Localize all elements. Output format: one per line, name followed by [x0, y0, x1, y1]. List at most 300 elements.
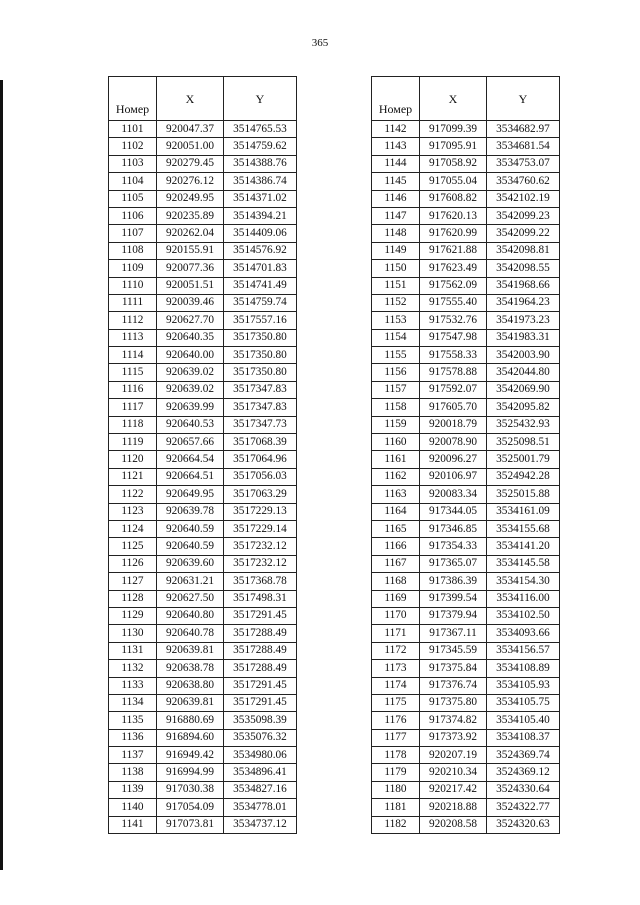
cell-number: 1169 [372, 590, 420, 607]
table-row [372, 607, 560, 624]
cell-number: 1140 [109, 799, 157, 816]
table-row [372, 434, 560, 451]
cell-x: 920106.97 [420, 468, 487, 485]
cell-x: 916994.99 [157, 764, 224, 781]
table-row [372, 642, 560, 659]
cell-number: 1134 [109, 694, 157, 711]
cell-y: 3534760.62 [487, 173, 560, 190]
cell-x: 917030.38 [157, 781, 224, 798]
cell-x: 920279.45 [157, 155, 224, 172]
cell-number: 1150 [372, 260, 420, 277]
cell-x: 920640.59 [157, 520, 224, 537]
cell-y: 3517347.83 [224, 381, 297, 398]
cell-y: 3514386.74 [224, 173, 297, 190]
cell-number: 1163 [372, 486, 420, 503]
cell-x: 920235.89 [157, 207, 224, 224]
cell-number: 1153 [372, 312, 420, 329]
cell-y: 3525001.79 [487, 451, 560, 468]
coordinates-table-left [108, 76, 297, 834]
cell-number: 1117 [109, 399, 157, 416]
cell-number: 1133 [109, 677, 157, 694]
cell-x: 917592.07 [420, 381, 487, 398]
cell-x: 917058.92 [420, 155, 487, 172]
cell-x: 917344.05 [420, 503, 487, 520]
table-row [109, 155, 297, 172]
cell-x: 920640.78 [157, 625, 224, 642]
cell-x: 920639.81 [157, 642, 224, 659]
table-row [109, 816, 297, 833]
table-row [109, 294, 297, 311]
cell-y: 3535098.39 [224, 712, 297, 729]
table-row [372, 816, 560, 833]
cell-x: 920083.34 [420, 486, 487, 503]
cell-number: 1119 [109, 434, 157, 451]
cell-y: 3517347.83 [224, 399, 297, 416]
cell-x: 917375.80 [420, 694, 487, 711]
page-number: 365 [311, 37, 329, 49]
cell-number: 1106 [109, 207, 157, 224]
cell-y: 3534778.01 [224, 799, 297, 816]
cell-y: 3517350.80 [224, 364, 297, 381]
cell-x: 917547.98 [420, 329, 487, 346]
table-row [372, 364, 560, 381]
table-row [109, 642, 297, 659]
cell-number: 1104 [109, 173, 157, 190]
table-row [109, 207, 297, 224]
cell-y: 3534108.37 [487, 729, 560, 746]
table-row [372, 190, 560, 207]
cell-y: 3525015.88 [487, 486, 560, 503]
cell-y: 3514576.92 [224, 242, 297, 259]
cell-number: 1109 [109, 260, 157, 277]
cell-x: 917532.76 [420, 312, 487, 329]
cell-y: 3541968.66 [487, 277, 560, 294]
cell-y: 3524322.77 [487, 799, 560, 816]
cell-x: 920639.60 [157, 555, 224, 572]
cell-x: 917099.39 [420, 121, 487, 138]
cell-y: 3525098.51 [487, 434, 560, 451]
table-row [109, 277, 297, 294]
cell-x: 916949.42 [157, 747, 224, 764]
cell-y: 3517229.14 [224, 520, 297, 537]
cell-y: 3517288.49 [224, 642, 297, 659]
table-row [109, 138, 297, 155]
table-row [372, 694, 560, 711]
cell-number: 1182 [372, 816, 420, 833]
cell-number: 1172 [372, 642, 420, 659]
cell-y: 3524369.12 [487, 764, 560, 781]
cell-x: 916894.60 [157, 729, 224, 746]
cell-y: 3514388.76 [224, 155, 297, 172]
cell-y: 3525432.93 [487, 416, 560, 433]
cell-y: 3517056.03 [224, 468, 297, 485]
table-row [109, 190, 297, 207]
cell-number: 1178 [372, 747, 420, 764]
table-header-row [372, 77, 560, 121]
cell-number: 1181 [372, 799, 420, 816]
table-row [372, 764, 560, 781]
cell-y: 3534155.68 [487, 520, 560, 537]
cell-number: 1142 [372, 121, 420, 138]
cell-number: 1155 [372, 347, 420, 364]
cell-number: 1166 [372, 538, 420, 555]
cell-number: 1113 [109, 329, 157, 346]
table-row [372, 468, 560, 485]
cell-y: 3524330.64 [487, 781, 560, 798]
table-row [109, 520, 297, 537]
table-row [109, 399, 297, 416]
cell-x: 920627.70 [157, 312, 224, 329]
table-row [109, 451, 297, 468]
cell-y: 3517350.80 [224, 329, 297, 346]
cell-number: 1127 [109, 573, 157, 590]
cell-x: 920051.00 [157, 138, 224, 155]
cell-number: 1165 [372, 520, 420, 537]
cell-x: 920262.04 [157, 225, 224, 242]
cell-x: 920631.21 [157, 573, 224, 590]
cell-y: 3534682.97 [487, 121, 560, 138]
table-row [372, 799, 560, 816]
cell-y: 3514759.62 [224, 138, 297, 155]
cell-y: 3517291.45 [224, 607, 297, 624]
table-row [109, 625, 297, 642]
table-row [372, 138, 560, 155]
table-row [372, 294, 560, 311]
table-row [372, 590, 560, 607]
cell-y: 3514741.49 [224, 277, 297, 294]
table-row [372, 207, 560, 224]
cell-y: 3534896.41 [224, 764, 297, 781]
cell-y: 3534681.54 [487, 138, 560, 155]
cell-number: 1177 [372, 729, 420, 746]
cell-y: 3524320.63 [487, 816, 560, 833]
cell-number: 1160 [372, 434, 420, 451]
table-row [372, 660, 560, 677]
cell-y: 3534102.50 [487, 607, 560, 624]
cell-y: 3541973.23 [487, 312, 560, 329]
cell-number: 1139 [109, 781, 157, 798]
cell-x: 917562.09 [420, 277, 487, 294]
cell-y: 3542095.82 [487, 399, 560, 416]
cell-number: 1146 [372, 190, 420, 207]
cell-x: 917620.13 [420, 207, 487, 224]
cell-number: 1125 [109, 538, 157, 555]
table-row [372, 173, 560, 190]
cell-number: 1128 [109, 590, 157, 607]
cell-y: 3535076.32 [224, 729, 297, 746]
cell-x: 917578.88 [420, 364, 487, 381]
cell-x: 917073.81 [157, 816, 224, 833]
cell-x: 917605.70 [420, 399, 487, 416]
table-row [109, 660, 297, 677]
table-row [372, 277, 560, 294]
cell-y: 3517498.31 [224, 590, 297, 607]
cell-x: 917095.91 [420, 138, 487, 155]
cell-y: 3524942.28 [487, 468, 560, 485]
cell-x: 920208.58 [420, 816, 487, 833]
cell-x: 917055.04 [420, 173, 487, 190]
table-row [372, 625, 560, 642]
cell-x: 920664.54 [157, 451, 224, 468]
cell-y: 3534105.75 [487, 694, 560, 711]
table-row [372, 416, 560, 433]
cell-y: 3517232.12 [224, 538, 297, 555]
cell-x: 917621.88 [420, 242, 487, 259]
table-row [109, 503, 297, 520]
table-row [372, 729, 560, 746]
header-y: Y [224, 77, 297, 121]
cell-number: 1107 [109, 225, 157, 242]
table-row [372, 451, 560, 468]
cell-number: 1175 [372, 694, 420, 711]
table-row [109, 381, 297, 398]
table-row [109, 573, 297, 590]
cell-number: 1114 [109, 347, 157, 364]
cell-x: 917054.09 [157, 799, 224, 816]
cell-x: 917346.85 [420, 520, 487, 537]
cell-x: 920051.51 [157, 277, 224, 294]
table-row [372, 747, 560, 764]
cell-x: 920640.80 [157, 607, 224, 624]
cell-x: 920638.78 [157, 660, 224, 677]
table-row [109, 434, 297, 451]
cell-y: 3514409.06 [224, 225, 297, 242]
cell-number: 1164 [372, 503, 420, 520]
cell-x: 920096.27 [420, 451, 487, 468]
cell-number: 1145 [372, 173, 420, 190]
cell-y: 3534154.30 [487, 573, 560, 590]
cell-y: 3517232.12 [224, 555, 297, 572]
header-x: X [157, 77, 224, 121]
table-row [109, 607, 297, 624]
cell-y: 3534737.12 [224, 816, 297, 833]
cell-number: 1173 [372, 660, 420, 677]
coordinates-table-right [371, 76, 560, 834]
cell-x: 920639.81 [157, 694, 224, 711]
cell-number: 1158 [372, 399, 420, 416]
cell-number: 1115 [109, 364, 157, 381]
table-row [372, 555, 560, 572]
cell-y: 3517068.39 [224, 434, 297, 451]
cell-y: 3534980.06 [224, 747, 297, 764]
cell-x: 920638.80 [157, 677, 224, 694]
cell-y: 3534105.40 [487, 712, 560, 729]
cell-number: 1174 [372, 677, 420, 694]
cell-number: 1148 [372, 225, 420, 242]
table-row [372, 573, 560, 590]
cell-y: 3542098.81 [487, 242, 560, 259]
cell-number: 1110 [109, 277, 157, 294]
table-row [109, 364, 297, 381]
cell-y: 3541964.23 [487, 294, 560, 311]
cell-x: 917373.92 [420, 729, 487, 746]
cell-x: 920664.51 [157, 468, 224, 485]
cell-y: 3517350.80 [224, 347, 297, 364]
table-row [109, 121, 297, 138]
header-number: Номер [372, 77, 420, 121]
cell-number: 1147 [372, 207, 420, 224]
cell-x: 920657.66 [157, 434, 224, 451]
table-row [109, 799, 297, 816]
cell-number: 1159 [372, 416, 420, 433]
cell-y: 3534093.66 [487, 625, 560, 642]
cell-number: 1168 [372, 573, 420, 590]
table-row [109, 747, 297, 764]
cell-number: 1126 [109, 555, 157, 572]
cell-y: 3542099.22 [487, 225, 560, 242]
header-number: Номер [109, 77, 157, 121]
cell-y: 3517229.13 [224, 503, 297, 520]
cell-number: 1111 [109, 294, 157, 311]
cell-x: 920627.50 [157, 590, 224, 607]
cell-x: 917365.07 [420, 555, 487, 572]
cell-y: 3517064.96 [224, 451, 297, 468]
table-row [109, 590, 297, 607]
table-row [372, 260, 560, 277]
cell-number: 1105 [109, 190, 157, 207]
cell-number: 1120 [109, 451, 157, 468]
cell-number: 1118 [109, 416, 157, 433]
cell-number: 1157 [372, 381, 420, 398]
cell-x: 920077.36 [157, 260, 224, 277]
cell-x: 920640.00 [157, 347, 224, 364]
table-row [109, 538, 297, 555]
cell-y: 3534105.93 [487, 677, 560, 694]
cell-y: 3534116.00 [487, 590, 560, 607]
cell-x: 916880.69 [157, 712, 224, 729]
cell-number: 1102 [109, 138, 157, 155]
cell-x: 917608.82 [420, 190, 487, 207]
table-row [372, 538, 560, 555]
cell-number: 1162 [372, 468, 420, 485]
cell-x: 920249.95 [157, 190, 224, 207]
cell-y: 3514701.83 [224, 260, 297, 277]
cell-x: 920640.59 [157, 538, 224, 555]
table-row [109, 729, 297, 746]
cell-number: 1137 [109, 747, 157, 764]
table-row [372, 225, 560, 242]
cell-number: 1131 [109, 642, 157, 659]
cell-y: 3517063.29 [224, 486, 297, 503]
cell-x: 920640.53 [157, 416, 224, 433]
header-y: Y [487, 77, 560, 121]
cell-x: 917374.82 [420, 712, 487, 729]
table-row [372, 677, 560, 694]
table-row [109, 712, 297, 729]
table-row [109, 764, 297, 781]
table-row [109, 677, 297, 694]
table-row [109, 260, 297, 277]
cell-number: 1138 [109, 764, 157, 781]
cell-number: 1116 [109, 381, 157, 398]
cell-number: 1132 [109, 660, 157, 677]
cell-x: 920217.42 [420, 781, 487, 798]
cell-number: 1112 [109, 312, 157, 329]
cell-number: 1141 [109, 816, 157, 833]
cell-y: 3542069.90 [487, 381, 560, 398]
cell-x: 920078.90 [420, 434, 487, 451]
table-header-row [109, 77, 297, 121]
cell-number: 1129 [109, 607, 157, 624]
table-row [372, 399, 560, 416]
cell-number: 1154 [372, 329, 420, 346]
table-row [372, 155, 560, 172]
table-row [372, 312, 560, 329]
cell-number: 1108 [109, 242, 157, 259]
cell-x: 917375.84 [420, 660, 487, 677]
cell-y: 3542099.23 [487, 207, 560, 224]
header-x: X [420, 77, 487, 121]
table-row [109, 242, 297, 259]
table-row [372, 781, 560, 798]
cell-x: 920155.91 [157, 242, 224, 259]
table-row [109, 555, 297, 572]
cell-y: 3542102.19 [487, 190, 560, 207]
table-row [372, 242, 560, 259]
cell-y: 3517291.45 [224, 694, 297, 711]
cell-number: 1176 [372, 712, 420, 729]
table-row [372, 520, 560, 537]
cell-y: 3541983.31 [487, 329, 560, 346]
table-row [109, 347, 297, 364]
cell-number: 1170 [372, 607, 420, 624]
cell-number: 1156 [372, 364, 420, 381]
cell-y: 3534156.57 [487, 642, 560, 659]
cell-number: 1123 [109, 503, 157, 520]
cell-y: 3517291.45 [224, 677, 297, 694]
cell-number: 1121 [109, 468, 157, 485]
table-row [372, 503, 560, 520]
cell-y: 3534753.07 [487, 155, 560, 172]
cell-number: 1152 [372, 294, 420, 311]
cell-number: 1122 [109, 486, 157, 503]
cell-x: 917399.54 [420, 590, 487, 607]
cell-x: 917345.59 [420, 642, 487, 659]
cell-y: 3517288.49 [224, 660, 297, 677]
table-row [109, 416, 297, 433]
cell-y: 3517288.49 [224, 625, 297, 642]
table-row [109, 173, 297, 190]
table-row [109, 486, 297, 503]
scan-edge-line [0, 80, 3, 870]
cell-number: 1151 [372, 277, 420, 294]
cell-x: 917376.74 [420, 677, 487, 694]
cell-y: 3534827.16 [224, 781, 297, 798]
cell-number: 1167 [372, 555, 420, 572]
cell-y: 3517347.73 [224, 416, 297, 433]
cell-y: 3534161.09 [487, 503, 560, 520]
cell-y: 3542003.90 [487, 347, 560, 364]
cell-number: 1171 [372, 625, 420, 642]
cell-x: 920210.34 [420, 764, 487, 781]
cell-number: 1149 [372, 242, 420, 259]
cell-x: 920039.46 [157, 294, 224, 311]
cell-x: 920218.88 [420, 799, 487, 816]
cell-y: 3517368.78 [224, 573, 297, 590]
cell-number: 1143 [372, 138, 420, 155]
table-row [109, 329, 297, 346]
cell-x: 917379.94 [420, 607, 487, 624]
cell-x: 917620.99 [420, 225, 487, 242]
table-row [372, 712, 560, 729]
cell-number: 1180 [372, 781, 420, 798]
table-row [109, 694, 297, 711]
cell-y: 3514765.53 [224, 121, 297, 138]
cell-y: 3514371.02 [224, 190, 297, 207]
cell-number: 1135 [109, 712, 157, 729]
cell-x: 917354.33 [420, 538, 487, 555]
cell-number: 1161 [372, 451, 420, 468]
